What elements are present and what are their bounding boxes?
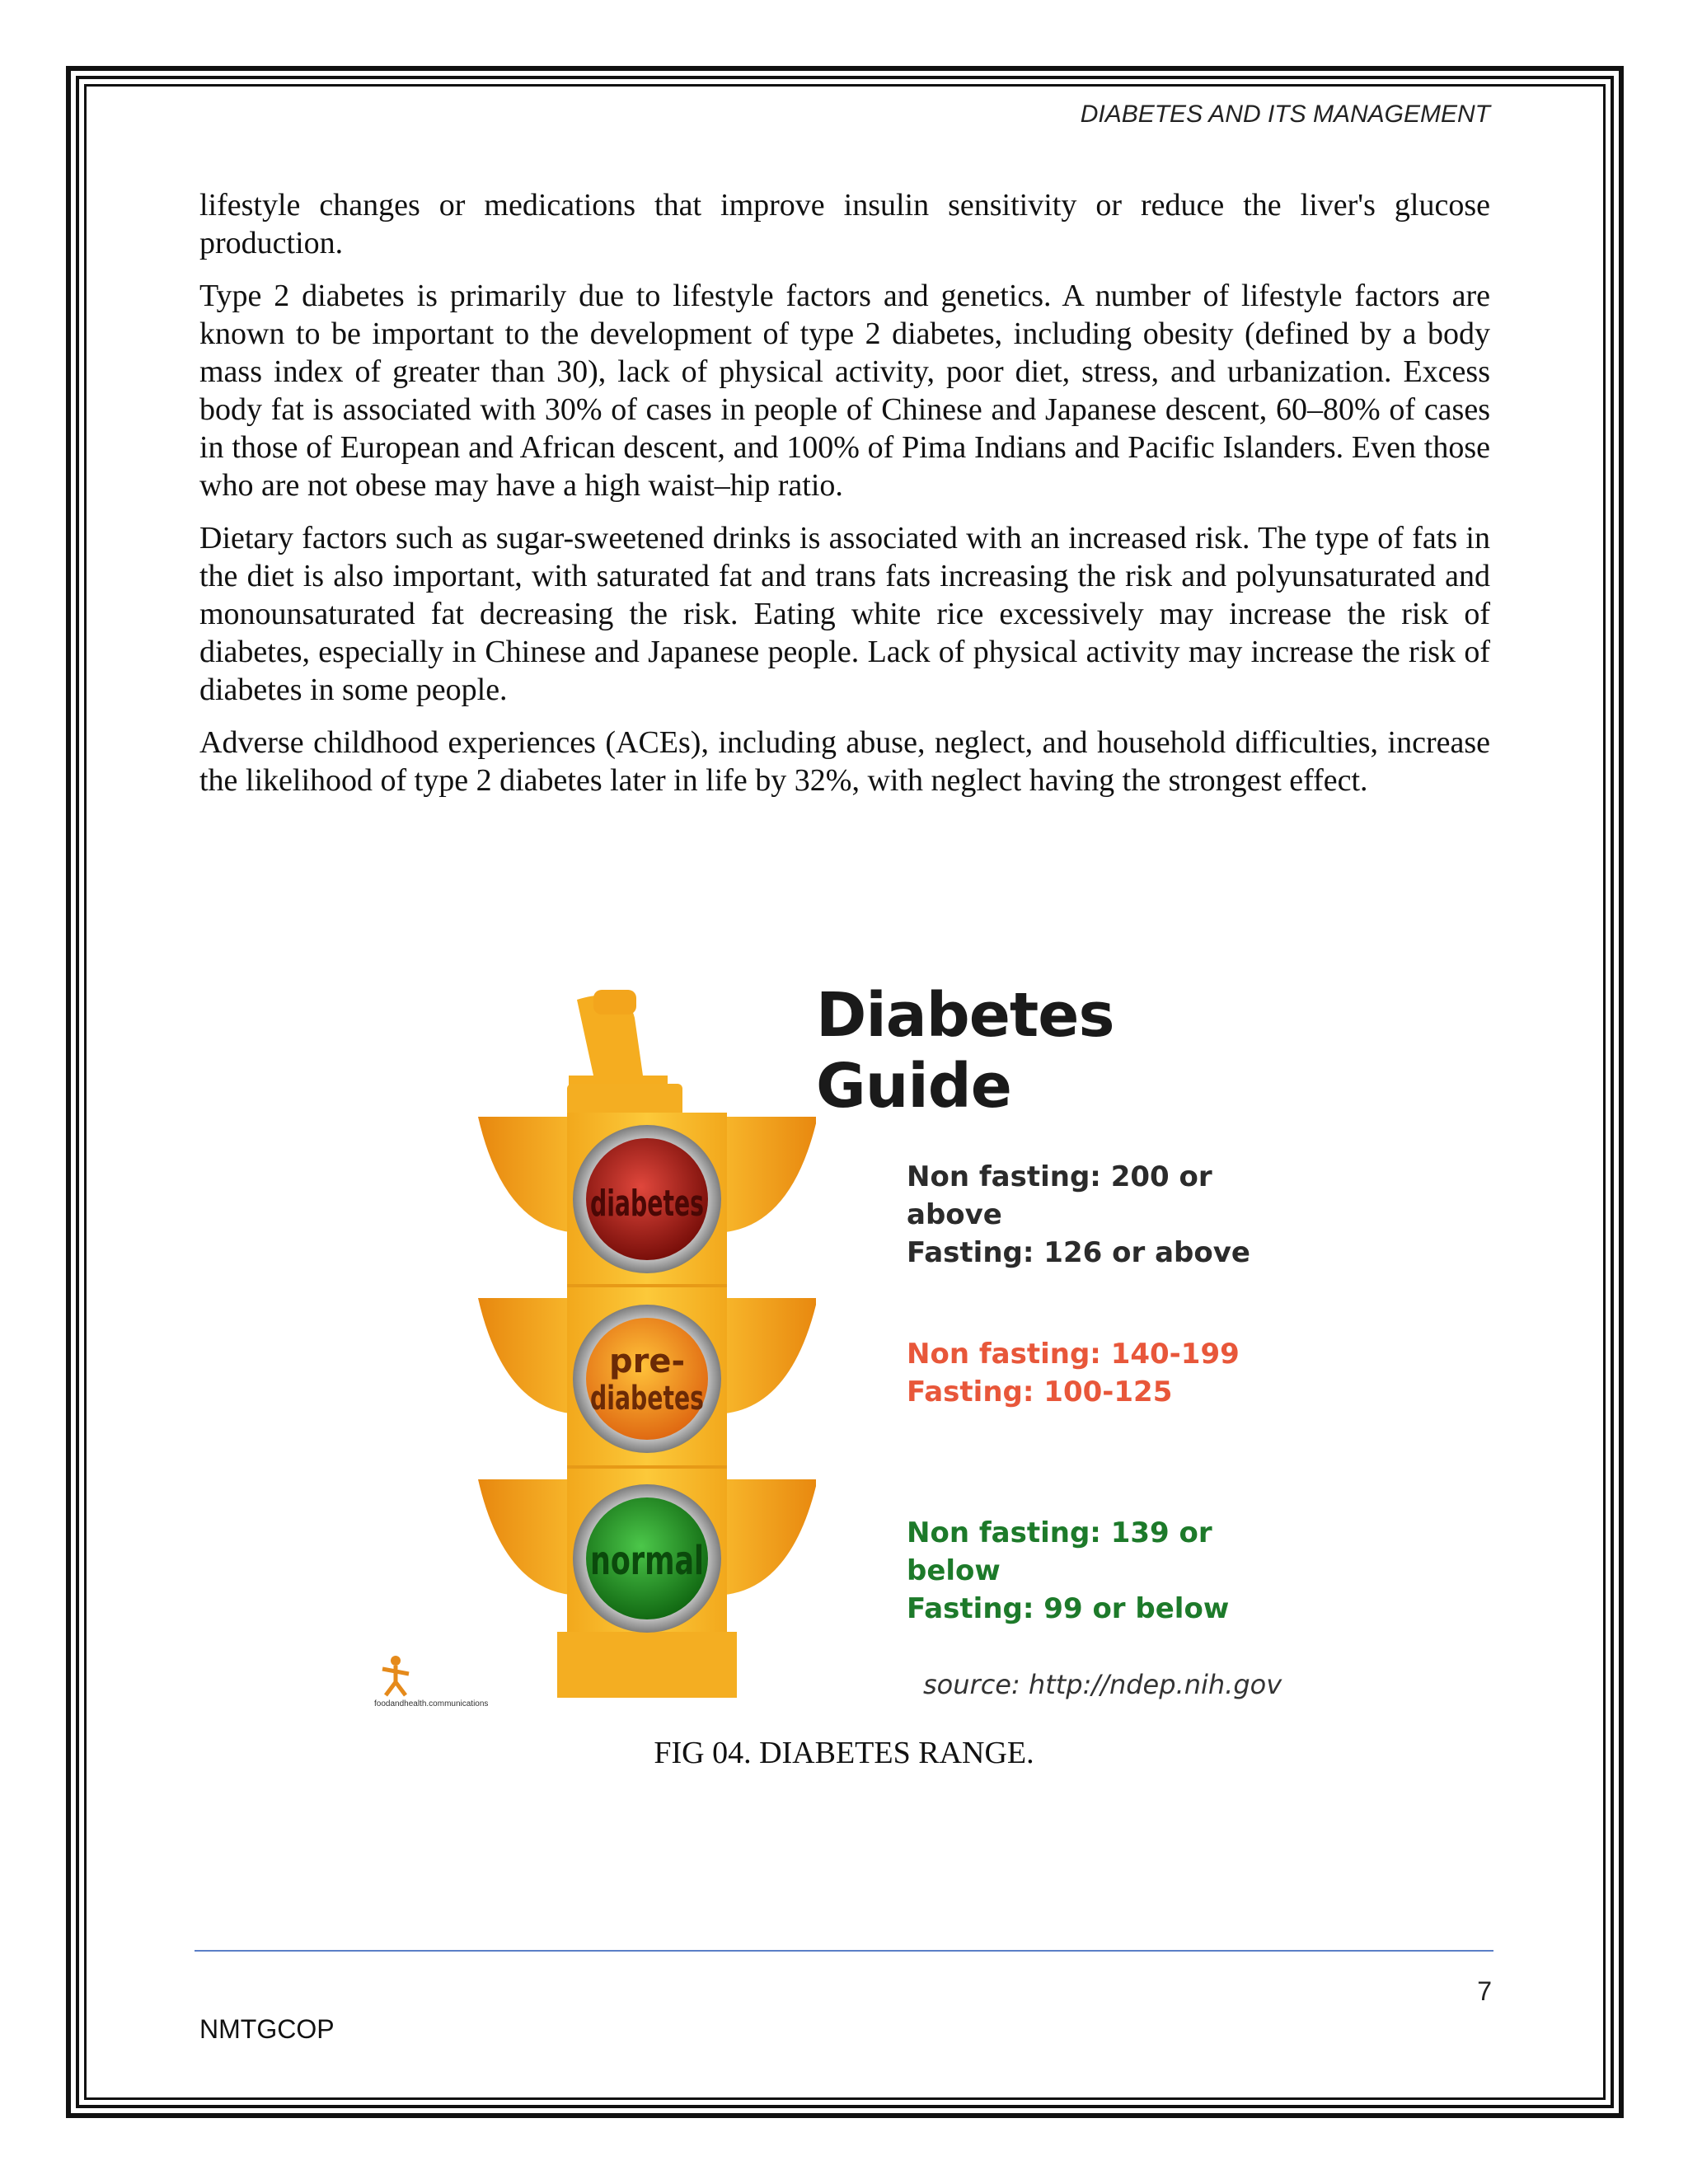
- traffic-light-illustration: [354, 960, 816, 1718]
- wing-left-2: [478, 1298, 570, 1413]
- light-head: [567, 1084, 682, 1117]
- figure-title: Diabetes Guide: [816, 980, 1114, 1122]
- range-prediabetes: [907, 1335, 1240, 1411]
- footer-org: NMTGCOP: [199, 2014, 335, 2044]
- figure-source: source: http://ndep.nih.gov: [923, 1669, 1282, 1700]
- range-line: Non fasting: 140-199: [907, 1338, 1240, 1371]
- wing-right-3: [725, 1479, 816, 1595]
- paragraph: Dietary factors such as sugar-sweetened drinks is associated with an increased risk. The type of fats in the diet is also important, with saturated fat and trans fats increasing the risk and polyunsaturated and monounsaturated fat decreasing the risk. Eating white rice excessively may increase the risk of diabetes, especially in Chinese and Japanese people. Lack of physical activity may increase the risk of diabetes in some people.: [199, 521, 1490, 707]
- footer-divider: [195, 1950, 1493, 1952]
- paragraph: Type 2 diabetes is primarily due to lifestyle factors and genetics. A number of lifestyle factors are known to be important to the development of type 2 diabetes, including obesity (defined by a body mass index of greater than 30), lack of physical activity, poor diet, stress, and urbanization. Excess body fat is associated with 30% of cases in people of Chinese and Japanese descent, 60–80% of cases in those of European and African descent, and 100% of Pima Indians and Pacific Islanders. Even those who are not obese may have a high waist–hip ratio.: [199, 279, 1490, 503]
- body-text: [199, 186, 1490, 814]
- lamp-label-normal: normal: [590, 1538, 704, 1584]
- wing-left-1: [478, 1117, 570, 1232]
- running-header: DIABETES AND ITS MANAGEMENT: [1080, 101, 1490, 128]
- figure-caption: FIG 04. DIABETES RANGE.: [654, 1736, 1034, 1770]
- diabetes-guide-figure: [354, 960, 1311, 1718]
- wing-right-1: [725, 1117, 816, 1232]
- wing-right-2: [725, 1298, 816, 1413]
- range-normal: [907, 1514, 1311, 1628]
- paragraph: Adverse childhood experiences (ACEs), including abuse, neglect, and household difficulties, increase the likelihood of type 2 diabetes later in life by 32%, with neglect having the strongest effect.: [199, 725, 1490, 798]
- lamp-label-diabetes: diabetes: [590, 1183, 704, 1225]
- logo-text: foodandhealth.communications: [374, 1699, 489, 1708]
- lamp-label-prediabetes: diabetes: [590, 1380, 704, 1418]
- paragraph: lifestyle changes or medications that improve insulin sensitivity or reduce the liver's glucose production.: [199, 188, 1490, 260]
- range-line: Fasting: 100-125: [907, 1376, 1173, 1408]
- foodandhealth-logo-icon: [382, 1656, 409, 1695]
- range-line: Fasting: 126 or above: [907, 1236, 1250, 1269]
- page-number: 7: [1477, 1976, 1492, 2006]
- wing-left-3: [478, 1479, 570, 1595]
- range-line: Non fasting: 139 or below: [907, 1516, 1212, 1587]
- light-cap-top: [593, 990, 636, 1015]
- range-diabetes: [907, 1158, 1311, 1272]
- lamp-label-pre: pre-: [608, 1343, 686, 1380]
- range-line: Fasting: 99 or below: [907, 1592, 1230, 1625]
- light-base: [557, 1632, 737, 1698]
- range-line: Non fasting: 200 or above: [907, 1160, 1212, 1231]
